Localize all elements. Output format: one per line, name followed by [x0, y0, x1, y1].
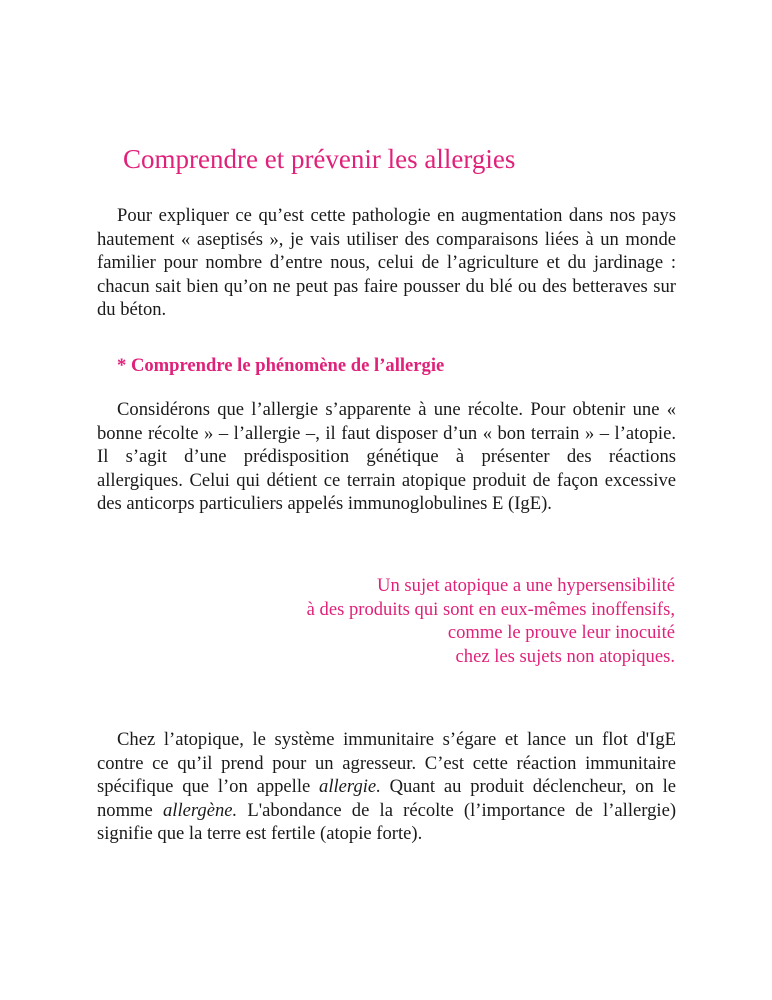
quote-line: Un sujet atopique a une hypersensibilité [377, 575, 675, 596]
text-line: signifie que la terre est fertile (atopie forte). [97, 823, 423, 844]
text-line: chacun sait bien qu’on ne peut pas faire pousser du blé ou des betteraves sur [97, 275, 676, 297]
text-line [97, 775, 676, 799]
text-span: nomme [97, 799, 163, 821]
quote-line: chez les sujets non atopiques. [455, 645, 675, 667]
text-line: Chez l’atopique, le système immunitaire s’égare et lance un flot d'IgE [117, 729, 676, 750]
text-line: Pour expliquer ce qu’est cette pathologie en augmentation dans nos pays [117, 205, 676, 226]
text-line: Considérons que l’allergie s’apparente à une récolte. Pour obtenir une « [117, 399, 676, 420]
quote-line: à des produits qui sont en eux-mêmes inoffensifs, [306, 598, 675, 620]
body-paragraph [97, 728, 676, 846]
quote-line: comme le prouve leur inocuité [447, 622, 675, 643]
emphasized-term: allergène. [162, 799, 238, 821]
emphasized-term: allergie. [319, 776, 381, 797]
text-line: contre ce qu’il prend pour un agresseur. C’est cette réaction immunitaire [97, 752, 676, 774]
text-span: spécifique que l’on appelle [97, 776, 320, 797]
text-line: familier pour nombre d’entre nous, celui de l’agriculture et du jardinage : [97, 252, 676, 273]
body-paragraph [97, 398, 676, 516]
text-line: Il s’agit d’une prédisposition génétique à présenter des réactions [97, 446, 676, 467]
intro-paragraph [97, 204, 676, 322]
text-line: des anticorps particuliers appelés immunoglobulines E (IgE). [97, 493, 552, 514]
text-line: du béton. [97, 299, 167, 320]
text-line [97, 799, 676, 823]
section-heading: * Comprendre le phénomène de l’allergie [117, 355, 445, 376]
text-line: bonne récolte » – l’allergie –, il faut disposer d’un « bon terrain » – l’atopie. [97, 422, 676, 444]
text-span: L'abondance de la récolte (l’importance de l’allergie) [237, 799, 677, 821]
page-title: Comprendre et prévenir les allergies [123, 144, 516, 174]
pull-quote [307, 574, 675, 668]
text-line: hautement « aseptisés », je vais utiliser des comparaisons liées à un monde [97, 228, 676, 250]
text-line: allergiques. Celui qui détient ce terrain atopique produit de façon excessive [97, 469, 676, 491]
text-span: Quant au produit déclencheur, on le [380, 776, 676, 797]
